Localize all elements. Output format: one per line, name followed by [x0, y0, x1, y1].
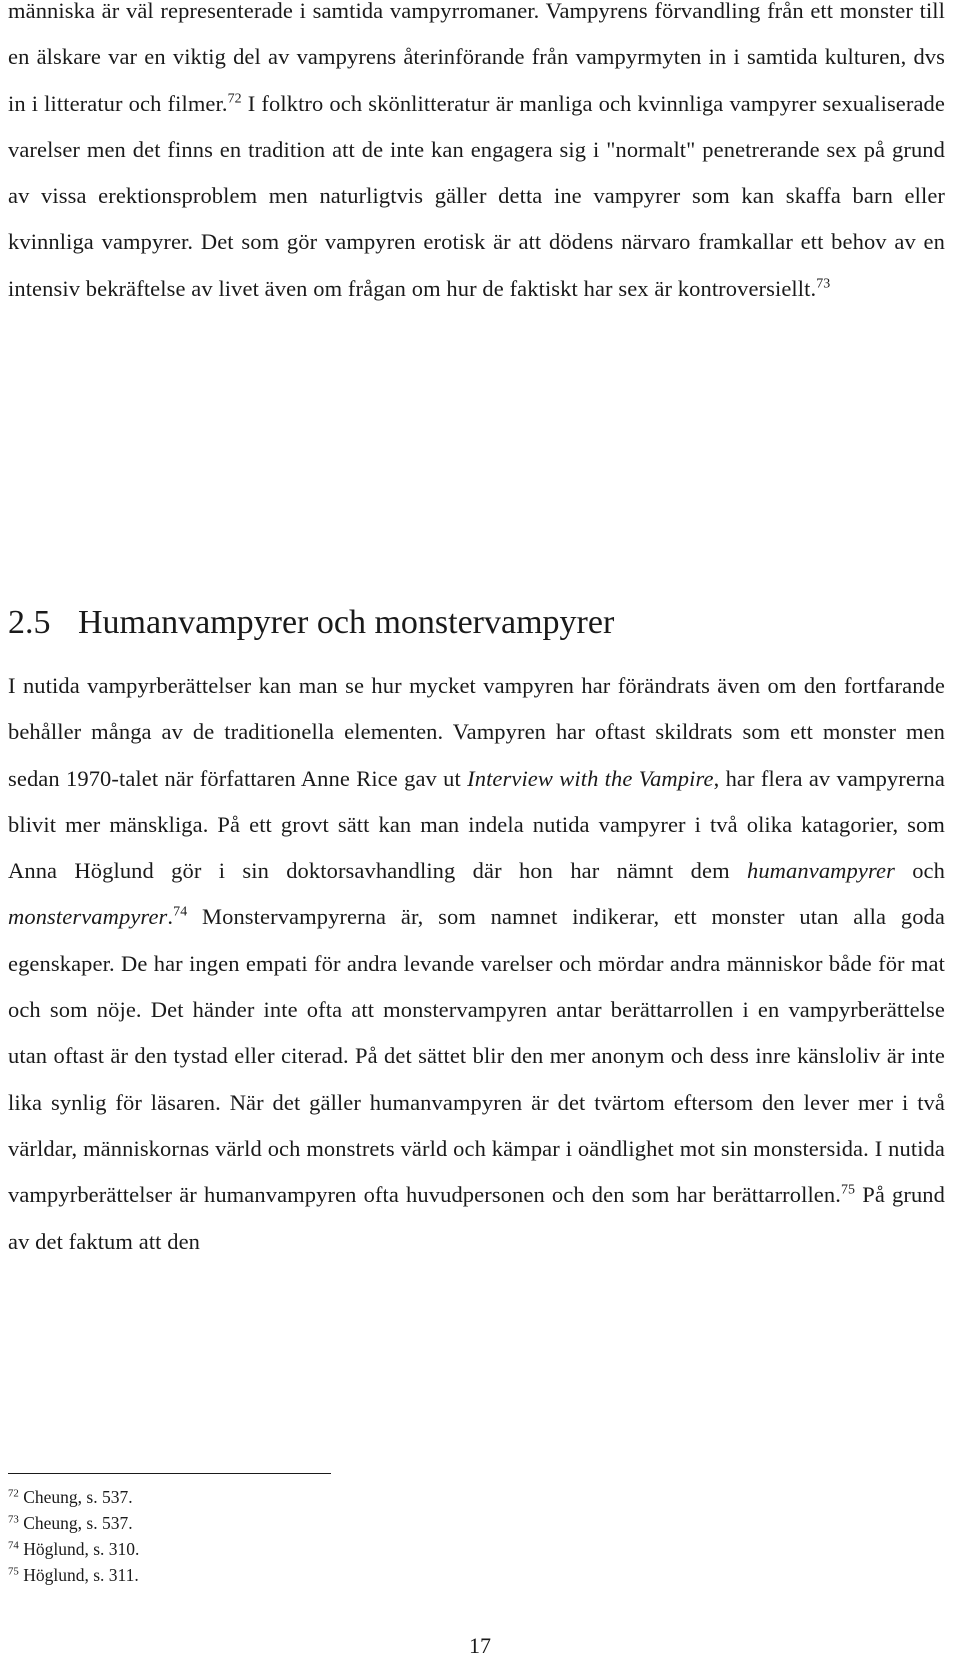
- paragraph-text: , har flera av vampyrerna blivit mer mänskliga. På ett grovt sätt kan man indela nutida vampyrer i två olika katagorier, som Anna Höglund gör i sin doktorsavhandling där hon har nämnt dem: [8, 765, 945, 884]
- paragraph-text: och: [894, 858, 945, 884]
- paragraph-text: I folktro och skönlitteratur är manliga och kvinnliga vampyrer sexualiserade varelser men det finns en tradition att de inte kan engagera sig i "normalt" penetrerande sex på grund av vissa erektionsproblem men naturligtvis gäller detta ine vampyrer som kan skaffa barn eller kvinnliga vampyrer. Det som gör vampyren erotisk är att dödens närvaro framkallar ett behov av en intensiv bekräftelse av livet även om frågan om hur de faktiskt har sex är kontroversiellt.: [8, 90, 945, 301]
- footnote-73: [8, 1512, 133, 1534]
- footnote-number: 74: [8, 1539, 19, 1552]
- footnote-reference-75[interactable]: 75: [840, 1182, 856, 1198]
- footnote-number: 72: [8, 1487, 19, 1500]
- term-humanvampyrer: humanvampyrer: [746, 858, 895, 884]
- footnote-75: [8, 1564, 139, 1586]
- section-number: 2.5: [8, 604, 51, 641]
- page-number: 17: [469, 1633, 491, 1658]
- book-title: Interview with the Vampire: [467, 765, 714, 791]
- section-heading: [8, 603, 945, 643]
- section-title: Humanvampyrer och monstervampyrer: [78, 604, 615, 641]
- footnote-number: 75: [8, 1565, 19, 1578]
- paragraph-text: På grund av det faktum att den: [8, 1182, 945, 1254]
- footnote-reference-72[interactable]: 72: [227, 91, 242, 107]
- footnote-text: Höglund, s. 311.: [18, 1565, 139, 1585]
- paragraph-text: Monstervampyrerna är, som namnet indikerar, ett monster utan alla goda egenskaper. De har ingen empati för andra levande varelser och mördar andra människor både för mat och som nöje. Det händer inte ofta att monstervampyren antar berättarrollen i en vampyrberättelse utan oftast är den tystad eller citerad. På det sättet blir den mer anonym och dess inre känsloliv är inte lika synlig för läsaren. När det gäller humanvampyren är det tvärtom eftersom den lever mer i två världar, människornas värld och monstrets värld och kämpar i oändlighet mot sin monstersida. I nutida vampyrberättelser är humanvampyren ofta huvudpersonen och den som har berättarrollen.: [8, 904, 945, 1208]
- term-monstervampyrer: monstervampyrer: [8, 904, 168, 930]
- paragraph-text: människa är väl representerade i samtida vampyrromaner. Vampyrens förvandling från ett monster till en älskare var en viktig del av vampyrens återinförande från vampyrmyten in i samtida kulturen, dvs in i litteratur och filmer.: [8, 0, 945, 116]
- footnote-text: Cheung, s. 537.: [18, 1513, 133, 1533]
- footnote-text: Cheung, s. 537.: [18, 1487, 133, 1507]
- paragraph-text: .: [167, 904, 174, 930]
- footnote-number: 73: [8, 1513, 19, 1526]
- footnote-72: [8, 1486, 133, 1508]
- footnote-text: Höglund, s. 310.: [18, 1539, 140, 1559]
- footnote-divider: [8, 1473, 331, 1474]
- body-paragraph-2: [8, 663, 945, 1265]
- footnote-reference-73[interactable]: 73: [816, 276, 831, 292]
- footnote-reference-74[interactable]: 74: [173, 905, 188, 921]
- body-paragraph-1: [8, 0, 945, 312]
- paragraph-text: I nutida vampyrberättelser kan man se hur mycket vampyren har förändrats även om den fortfarande behåller många av de traditionella elementen. Vampyren har oftast skildrats som ett monster men sedan 1970-talet när författaren Anne Rice gav ut: [8, 673, 945, 791]
- footnote-74: [8, 1538, 139, 1560]
